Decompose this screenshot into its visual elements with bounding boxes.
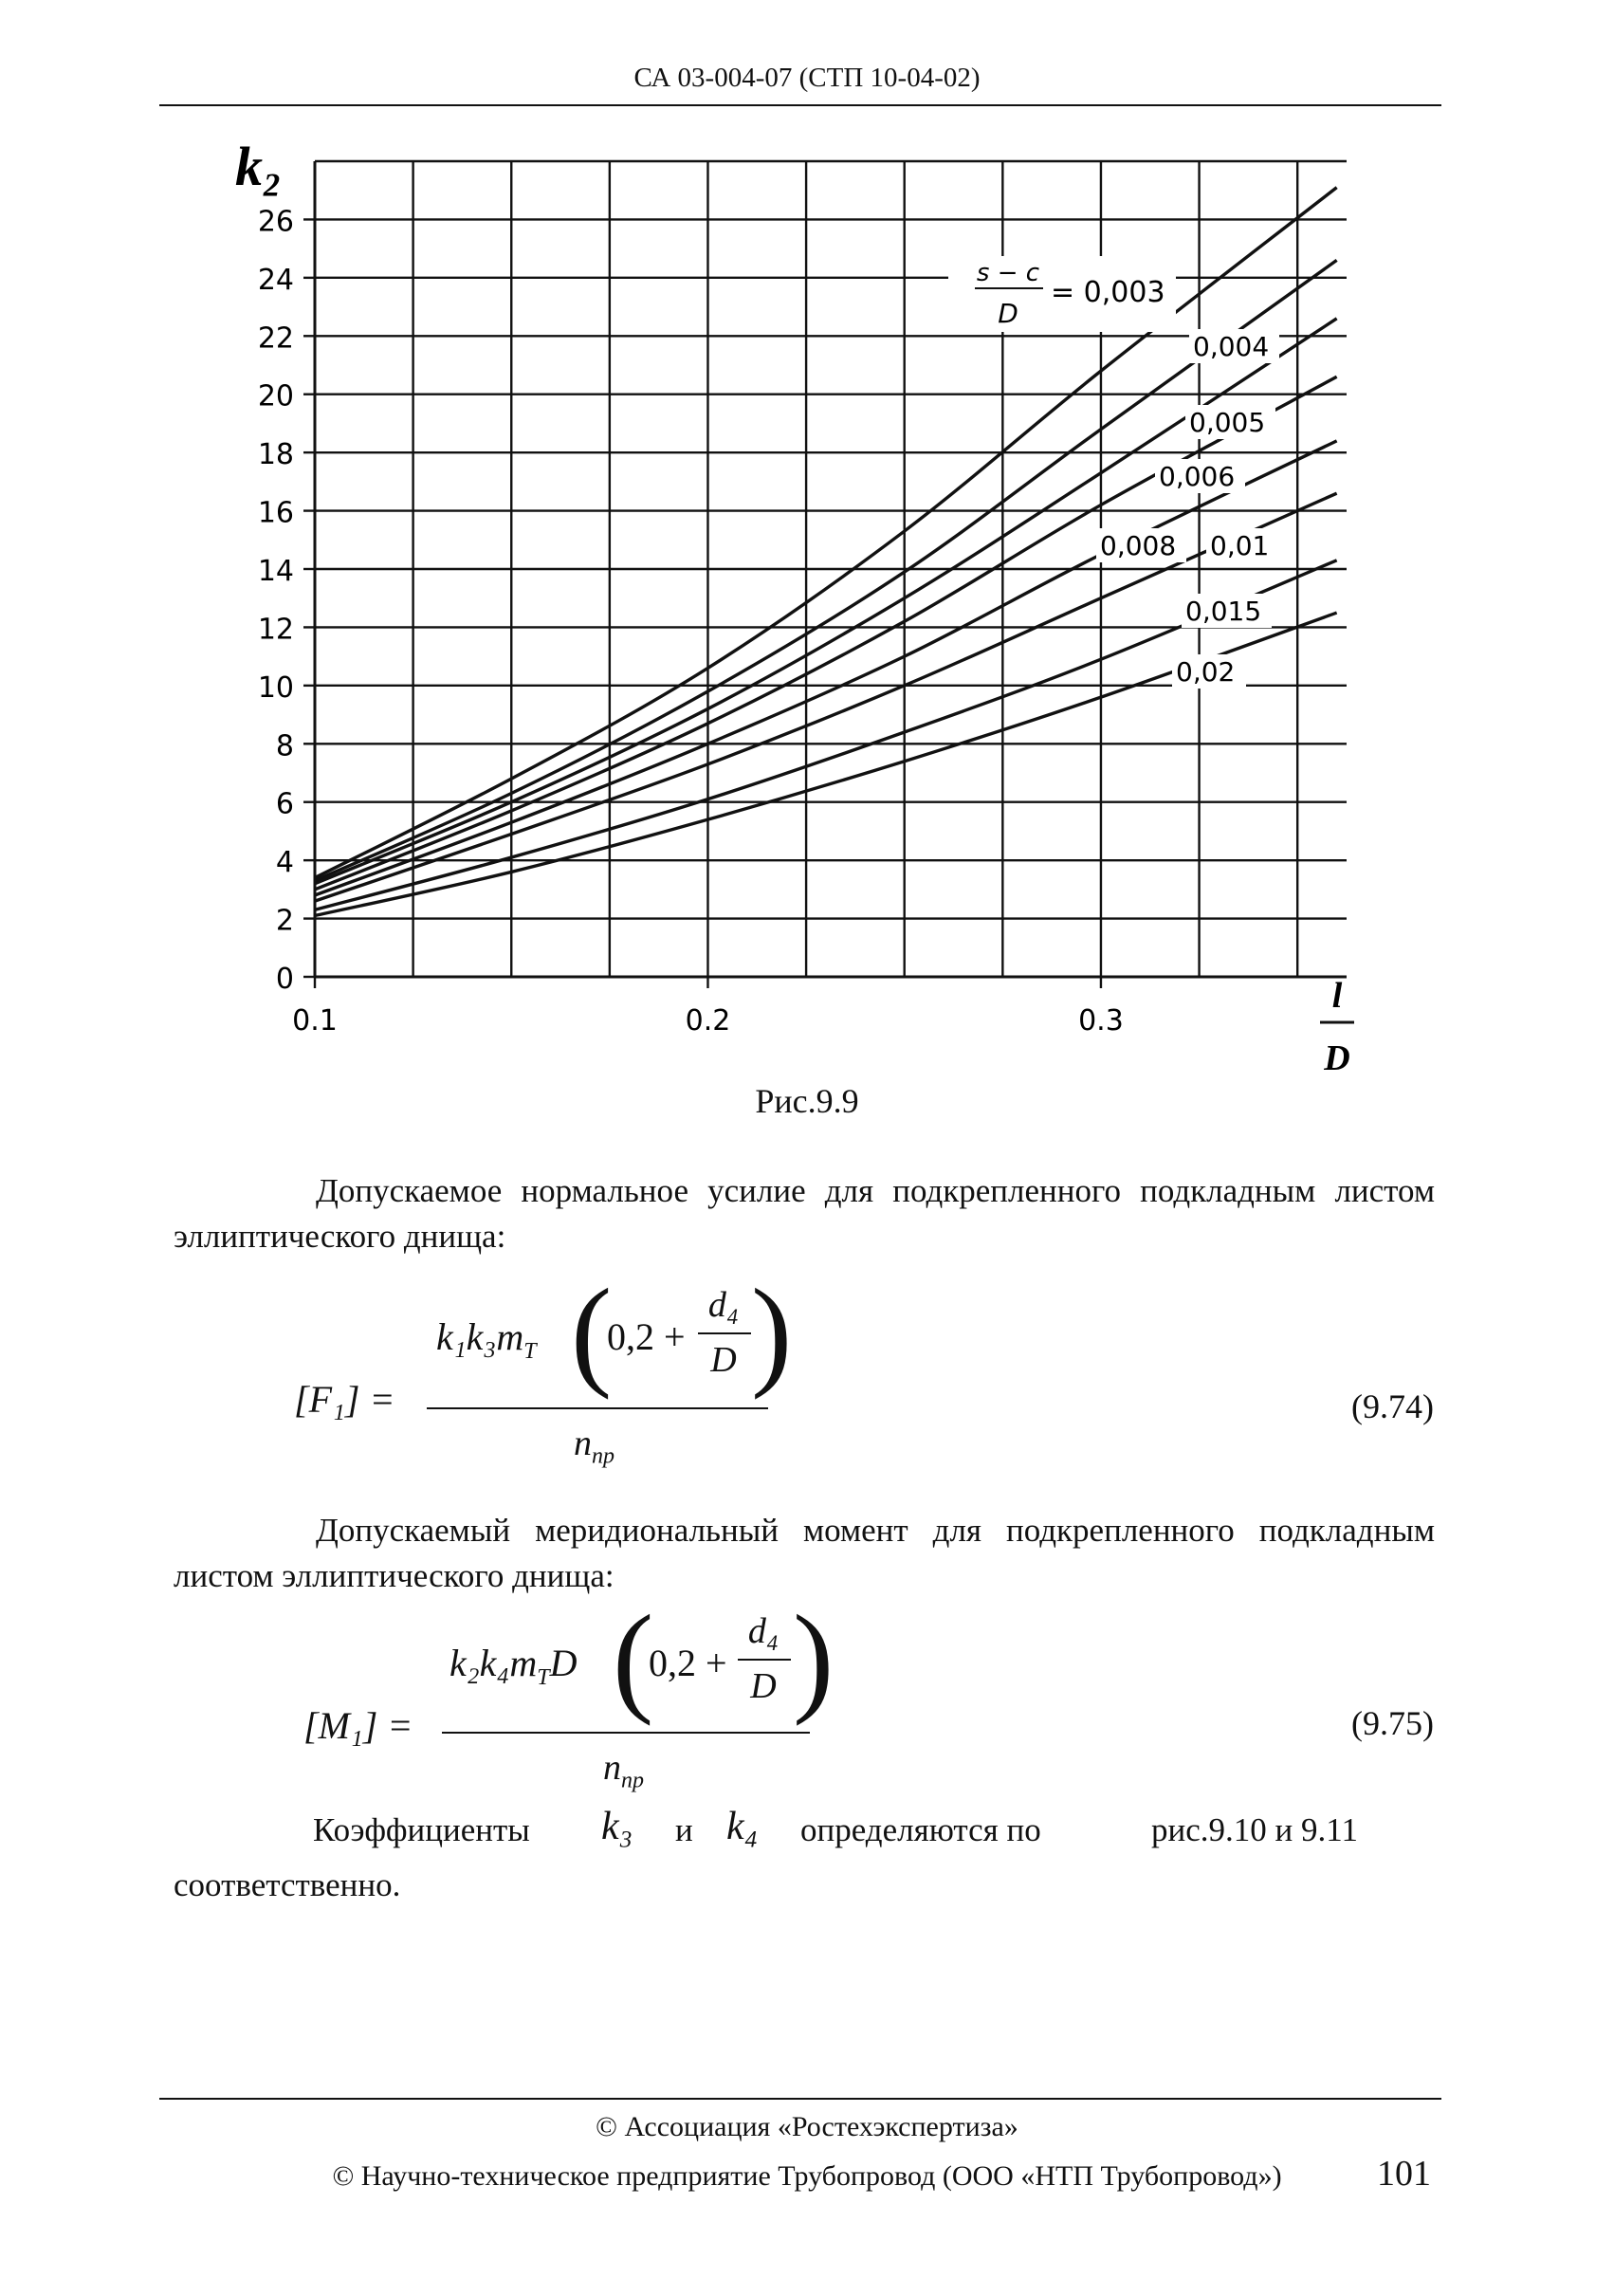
para3-text-4: соответственно. — [174, 1866, 401, 1903]
x-tick-label: 0.1 — [292, 1004, 338, 1038]
y-tick-label: 10 — [257, 670, 294, 705]
footer-enterprise: © Научно-техническое предприятие Трубопровод (ООО «НТП Трубопровод») — [332, 2160, 1282, 2192]
y-tick-label: 18 — [257, 438, 294, 472]
series-labels — [1096, 329, 1280, 689]
y-tick-label: 8 — [275, 729, 294, 763]
series-label-0-01: 0,01 — [1210, 530, 1270, 561]
eq975-right-paren: ) — [793, 1590, 835, 1727]
y-tick-label: 2 — [275, 904, 294, 938]
y-tick-label: 14 — [257, 555, 294, 588]
eq975-number: (9.75) — [1351, 1704, 1434, 1742]
y-tick-label: 0 — [275, 963, 294, 996]
y-tick-label: 20 — [257, 379, 294, 413]
series-label-0-02: 0,02 — [1176, 656, 1236, 688]
eq974-main-bar — [427, 1407, 768, 1409]
param-label-value: = 0,003 — [1051, 276, 1165, 309]
eq974-number: (9.74) — [1351, 1387, 1434, 1425]
param-label-numerator: s − c — [976, 259, 1040, 287]
eq974-numerator: $k_1k_3m_T$ — [436, 1315, 537, 1364]
footer-association: © Ассоциация «Ростехэкспертиза» — [596, 2111, 1018, 2142]
figure-caption: Рис.9.9 — [755, 1082, 859, 1120]
x-axis-label-denominator: D — [1324, 1038, 1350, 1078]
y-axis-label: k₂ — [235, 136, 283, 197]
x-axis-label-numerator: l — [1331, 976, 1343, 1016]
para3-k3: k₃ — [601, 1805, 633, 1848]
eq975-main-bar — [442, 1732, 810, 1734]
param-label-denominator: D — [998, 298, 1018, 329]
eq974-inner-den: D — [710, 1340, 737, 1380]
eq975-left-paren: ( — [613, 1590, 654, 1727]
eq975-denominator: $n_{пр}$ — [603, 1748, 644, 1793]
eq974-inner-num: d₄ — [707, 1285, 740, 1325]
eq975-inner-den: D — [750, 1666, 777, 1706]
eq974-denominator: $n_{пр}$ — [574, 1424, 614, 1469]
y-tick-label: 12 — [257, 613, 294, 647]
y-tick-label: 24 — [257, 263, 294, 297]
para3-text-3: рис.9.10 и 9.11 — [1151, 1811, 1358, 1848]
series-label-0-008: 0,008 — [1100, 530, 1177, 561]
y-tick-label: 26 — [257, 205, 294, 239]
x-tick-label: 0.3 — [1078, 1004, 1124, 1038]
document-code-header: СА 03-004-07 (СТП 10-04-02) — [633, 63, 981, 93]
paragraph-normal-force: Допускаемое нормальное усилие для подкрепленного подкладным листом эллиптического днища: — [174, 1172, 1435, 1255]
x-tick-label: 0.2 — [685, 1004, 731, 1038]
y-tick-label: 22 — [257, 321, 294, 356]
eq975-lhs: [M₁] = — [303, 1704, 413, 1747]
eq974-right-paren: ) — [751, 1264, 793, 1401]
eq975-inner-num: d₄ — [747, 1611, 779, 1651]
footer-rule — [159, 2098, 1441, 2100]
chart-grid — [315, 161, 1347, 977]
series-label-0-006: 0,006 — [1159, 461, 1236, 492]
paragraph-meridional-moment: Допускаемый меридиональный момент для подкрепленного подкладным листом эллиптического днища: — [174, 1512, 1435, 1594]
eq974-inner-bar — [698, 1332, 751, 1334]
eq975-paren-const: 0,2 + — [649, 1642, 727, 1684]
page-number: 101 — [1377, 2154, 1431, 2194]
eq974-left-paren: ( — [571, 1264, 613, 1401]
eq975-inner-bar — [738, 1659, 791, 1661]
para3-k4: k₄ — [726, 1805, 759, 1848]
y-tick-label: 4 — [275, 846, 294, 880]
series-label-0-005: 0,005 — [1189, 407, 1266, 438]
curve-0-004 — [315, 260, 1337, 880]
para3-and: и — [675, 1811, 693, 1848]
para3-text-1: Коэффициенты — [313, 1811, 530, 1848]
k2-chart — [0, 0, 1614, 1119]
eq974-lhs: [F₁] = — [294, 1378, 395, 1421]
y-tick-label: 16 — [257, 496, 294, 530]
para3-text-2: определяются по — [800, 1811, 1041, 1848]
series-label-0-004: 0,004 — [1193, 331, 1270, 362]
eq974-paren-const: 0,2 + — [607, 1315, 686, 1358]
y-tick-label: 6 — [275, 787, 294, 821]
eq975-numerator: $k_2k_4m_TD$ — [449, 1642, 578, 1690]
series-label-0-015: 0,015 — [1185, 596, 1262, 627]
